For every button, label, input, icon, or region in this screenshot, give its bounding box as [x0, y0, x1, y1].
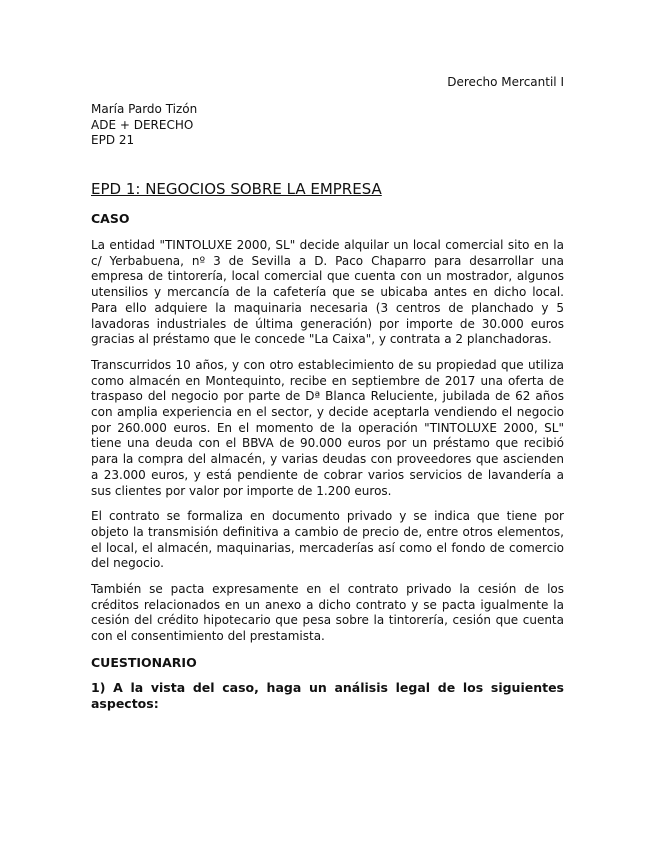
case-paragraph-2: Transcurridos 10 años, y con otro establecimiento de su propiedad que utiliza como almacén en Montequinto, recibe en septiembre de 2017 una oferta de traspaso del negocio por parte de Dª Blanca Reluciente, jubilada de 62 años con amplia experiencia en el sector, y decide aceptarla vendiendo el negocio por 260.000 euros. En el momento de la operación "TINTOLUXE 2000, SL" tiene una deuda con el BBVA de 90.000 euros por un préstamo que recibió para la compra del almacén, y varias deudas con proveedores que ascienden a 23.000 euros, y está pendiente de cobrar varios servicios de lavandería a sus clientes por valor por importe de 1.200 euros. — [91, 357, 564, 498]
author-degree: ADE + DERECHO — [91, 117, 194, 132]
questionnaire-heading: CUESTIONARIO — [91, 654, 197, 670]
case-paragraph-4: También se pacta expresamente en el contrato privado la cesión de los créditos relacionados en un anexo a dicho contrato y se pacta igualmente la cesión del crédito hipotecario que pesa sobre la tintorería, cesión que cuenta con el consentimiento del prestamista. — [91, 582, 564, 644]
author-group: EPD 21 — [91, 133, 135, 147]
author-block — [91, 102, 197, 149]
case-heading: CASO — [91, 211, 130, 226]
case-paragraph-1: La entidad "TINTOLUXE 2000, SL" decide alquilar un local comercial sito en la c/ Yerbabuena, nº 3 de Sevilla a D. Paco Chaparro para desarrollar una empresa de tintorería, local comercial que cuenta con un mostrador, algunos utensilios y mercancía de la cafetería que se ubicaba antes en dicho local. Para ello adquiere la maquinaria necesaria (3 centros de planchado y 5 lavadoras industriales de última generación) por importe de 30.000 euros gracias al préstamo que le concede "La Caixa", y contrata a 2 planchadoras. — [91, 238, 564, 347]
course-header: Derecho Mercantil I — [447, 75, 564, 89]
document-title: EPD 1: NEGOCIOS SOBRE LA EMPRESA — [91, 180, 382, 198]
document-body — [91, 181, 564, 712]
author-name: María Pardo Tizón — [91, 102, 198, 116]
question-1: 1) A la vista del caso, haga un análisis legal de los siguientes aspectos: — [91, 679, 564, 711]
case-paragraph-3: El contrato se formaliza en documento privado y se indica que tiene por objeto la transmisión definitiva a cambio de precio de, entre otros elementos, el local, el almacén, maquinarias, mercaderías así como el fondo de comercio del negocio. — [91, 509, 564, 571]
